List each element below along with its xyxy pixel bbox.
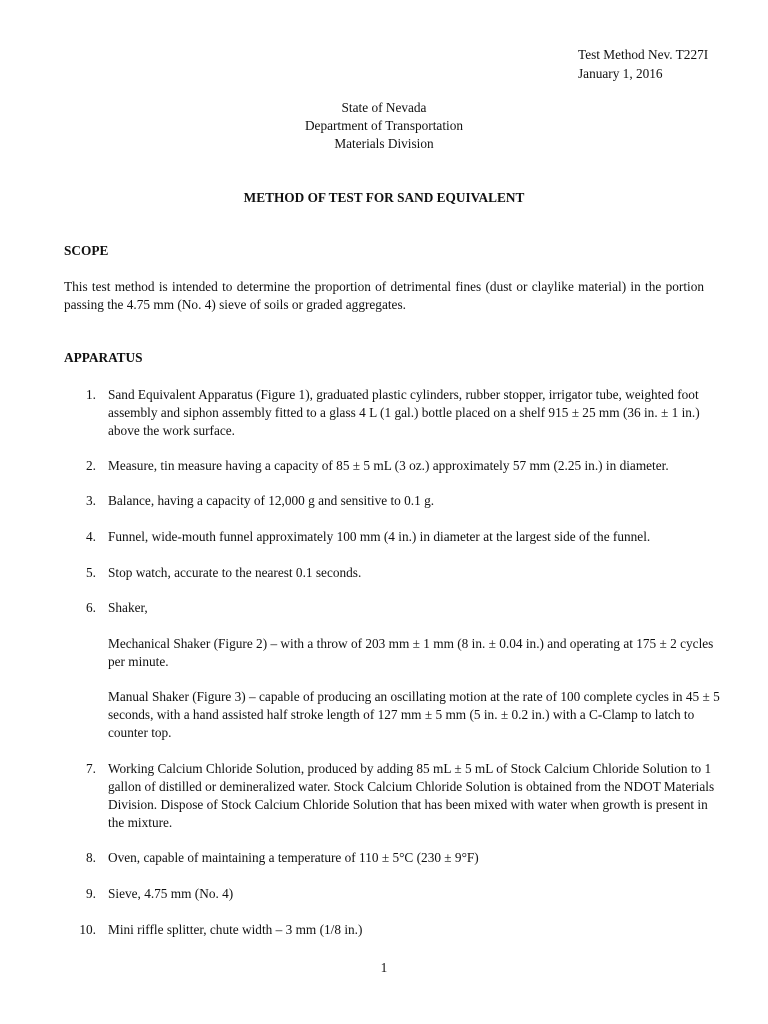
- page-number: 1: [380, 960, 388, 975]
- agency-department: Department of Transportation: [304, 118, 464, 133]
- item-text: Oven, capable of maintaining a temperature of 110 ± 5°C (230 ± 9°F): [108, 850, 479, 865]
- item-number: 10.: [79, 922, 96, 937]
- item-number: 4.: [86, 529, 96, 544]
- test-method-number: Test Method Nev. T227I: [578, 47, 709, 62]
- apparatus-item: [64, 528, 724, 546]
- agency-division: Materials Division: [334, 136, 434, 151]
- item-text: Sieve, 4.75 mm (No. 4): [108, 886, 234, 901]
- item-number: 9.: [86, 886, 96, 901]
- document-header: [578, 45, 708, 83]
- apparatus-item: [64, 921, 724, 939]
- item-number: 2.: [86, 458, 96, 473]
- apparatus-item: [64, 760, 724, 832]
- mechanical-shaker-text: Mechanical Shaker (Figure 2) – with a throw of 203 mm ± 1 mm (8 in. ± 0.04 in.) and operating at 175 ± 2 cycles per minute.: [108, 636, 714, 669]
- item-number: 5.: [86, 565, 96, 580]
- apparatus-item: [64, 564, 724, 582]
- item-number: 8.: [86, 850, 96, 865]
- item-number: 7.: [86, 761, 96, 776]
- apparatus-item: [64, 386, 724, 440]
- item-text: Funnel, wide-mouth funnel approximately 100 mm (4 in.) in diameter at the largest side of the funnel.: [108, 529, 651, 544]
- item-number: 1.: [86, 387, 96, 402]
- document-date: January 1, 2016: [578, 66, 663, 81]
- item-text: Mini riffle splitter, chute width – 3 mm (1/8 in.): [108, 922, 363, 937]
- apparatus-heading: APPARATUS: [64, 350, 143, 365]
- scope-heading: SCOPE: [64, 243, 109, 258]
- agency-block: [0, 99, 768, 153]
- item-number: 6.: [86, 600, 96, 615]
- document-title: METHOD OF TEST FOR SAND EQUIVALENT: [243, 190, 525, 205]
- apparatus-item: [64, 599, 724, 617]
- scope-text: This test method is intended to determine the proportion of detrimental fines (dust or claylike material) in the portion passing the 4.75 mm (No. 4) sieve of soils or graded aggregates.: [64, 279, 704, 312]
- item-text: Shaker,: [108, 600, 148, 615]
- apparatus-item: [64, 492, 724, 510]
- item-text: Measure, tin measure having a capacity of 85 ± 5 mL (3 oz.) approximately 57 mm (2.25 in.) in diameter.: [108, 458, 669, 473]
- item-text: Stop watch, accurate to the nearest 0.1 seconds.: [108, 565, 362, 580]
- apparatus-item: [64, 457, 724, 475]
- item-text: Working Calcium Chloride Solution, produced by adding 85 mL ± 5 mL of Stock Calcium Chloride Solution to 1 gallon of distilled or demineralized water. Stock Calcium Chloride Solution is obtained from the NDOT Materials Division. Dispose of Stock Calcium Chloride Solution that has been mixed with water when growth is present in the mixture.: [108, 761, 715, 830]
- item-number: 3.: [86, 493, 96, 508]
- apparatus-item: [64, 885, 724, 903]
- item-text: Balance, having a capacity of 12,000 g and sensitive to 0.1 g.: [108, 493, 435, 508]
- manual-shaker-text: Manual Shaker (Figure 3) – capable of producing an oscillating motion at the rate of 100 complete cycles in 45 ± 5 seconds, with a hand assisted half stroke length of 127 mm ± 5 mm (5 in. ± 0.2 in.) with a C-Clamp to latch to counter top.: [108, 689, 720, 740]
- apparatus-item: [64, 849, 724, 867]
- item-text: Sand Equivalent Apparatus (Figure 1), graduated plastic cylinders, rubber stopper, irrigator tube, weighted foot assembly and siphon assembly fitted to a glass 4 L (1 gal.) bottle placed on a shelf 915 ± 25 mm (36 in. ± 1 in.) above the work surface.: [108, 387, 700, 438]
- agency-state: State of Nevada: [341, 100, 427, 115]
